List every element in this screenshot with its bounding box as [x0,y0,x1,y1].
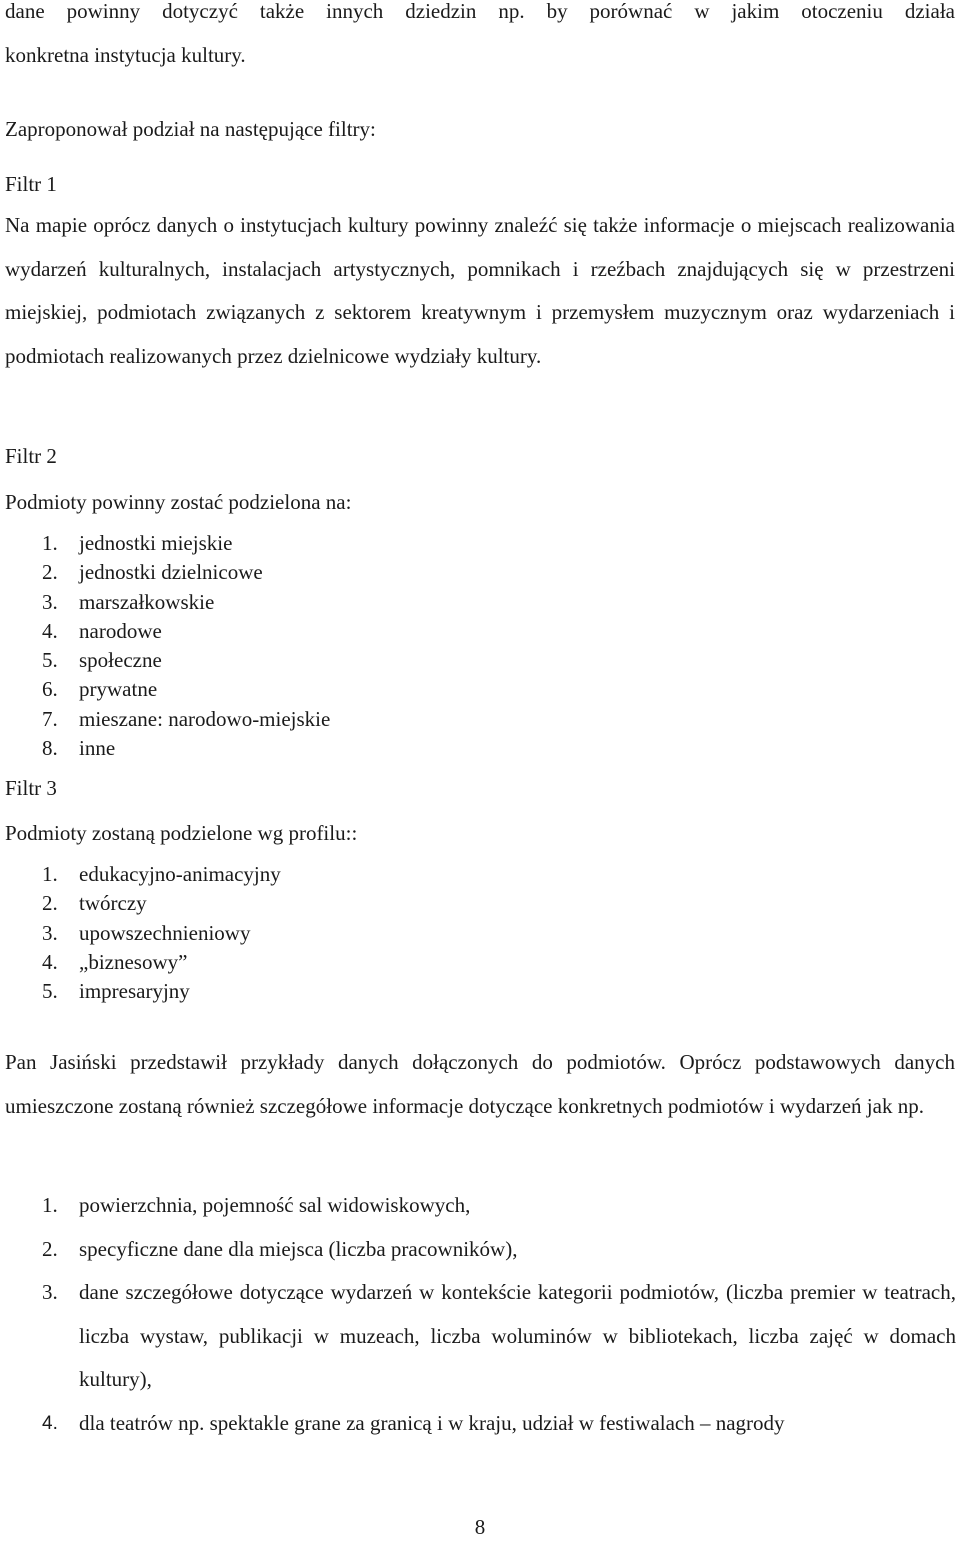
list-item: 3. marszałkowskie [42,589,215,614]
filter2-heading: Filtr 2 [5,444,57,468]
filter2-intro: Podmioty powinny zostać podzielona na: [5,490,352,514]
filter1-heading: Filtr 1 [5,172,57,196]
filter2-list [42,529,330,763]
list-item: 3. upowszechnieniowy [42,920,251,945]
filter3-heading: Filtr 3 [5,776,57,800]
filter3-list [42,860,281,1006]
list-item: 5. impresaryjny [42,979,190,1004]
filter3-intro: Podmioty zostaną podzielone wg profilu:: [5,821,358,845]
list-item: 1. powierzchnia, pojemność sal widowiskowych, [42,1193,471,1217]
details-list [42,1184,956,1445]
list-item: 3. dane szczegółowe dotyczące wydarzeń w kontekście kategorii podmiotów, (liczba premier w teatrach, liczba wystaw, publikacji w muzeach, liczba woluminów w bibliotekach, liczba zajęć w domach kultury), [42,1280,956,1391]
intro-line-1: dane powinny dotyczyć także innych dziedzin np. by porównać w jakim otoczeniu działa [5,0,955,23]
list-item: 1. edukacyjno-animacyjny [42,862,281,886]
list-item: 4. dla teatrów np. spektakle grane za granicą i w kraju, udział w festiwalach – nagrody [42,1410,785,1435]
filter1-body: Na mapie oprócz danych o instytucjach kultury powinny znaleźć się także informacje o miejscach realizowania wydarzeń kulturalnych, instalacjach artystycznych, pomnikach i rzeźbach znajdujących się w przestrzeni miejskiej, podmiotach związanych z sektorem kreatywnym i przemysłem muzycznym oraz wydarzeniach i podmiotach realizowanych przez dzielnicowe wydziały kultury. [5,213,955,368]
presentation-body: Pan Jasiński przedstawił przykłady danych dołączonych do podmiotów. Oprócz podstawowych danych umieszczone zostaną również szczegółowe informacje dotyczące konkretnych podmiotów i wydarzeń jak np. [5,1050,955,1118]
list-item: 2. specyficzne dane dla miejsca (liczba pracowników), [42,1236,518,1261]
list-item: 8. inne [42,736,116,761]
list-item: 2. jednostki dzielnicowe [42,560,263,585]
list-item: 2. twórczy [42,891,147,916]
list-item: 7. mieszane: narodowo-miejskie [42,706,331,731]
list-item: 4. „biznesowy” [42,949,188,974]
page-number: 8 [474,1515,486,1539]
proposal-text: Zaproponował podział na następujące filtry: [5,117,376,141]
list-item: 4. narodowe [42,618,162,643]
intro-line-2: konkretna instytucja kultury. [5,43,246,67]
list-item: 1. jednostki miejskie [42,531,233,555]
list-item: 5. społeczne [42,648,162,673]
list-item: 6. prywatne [42,677,158,702]
